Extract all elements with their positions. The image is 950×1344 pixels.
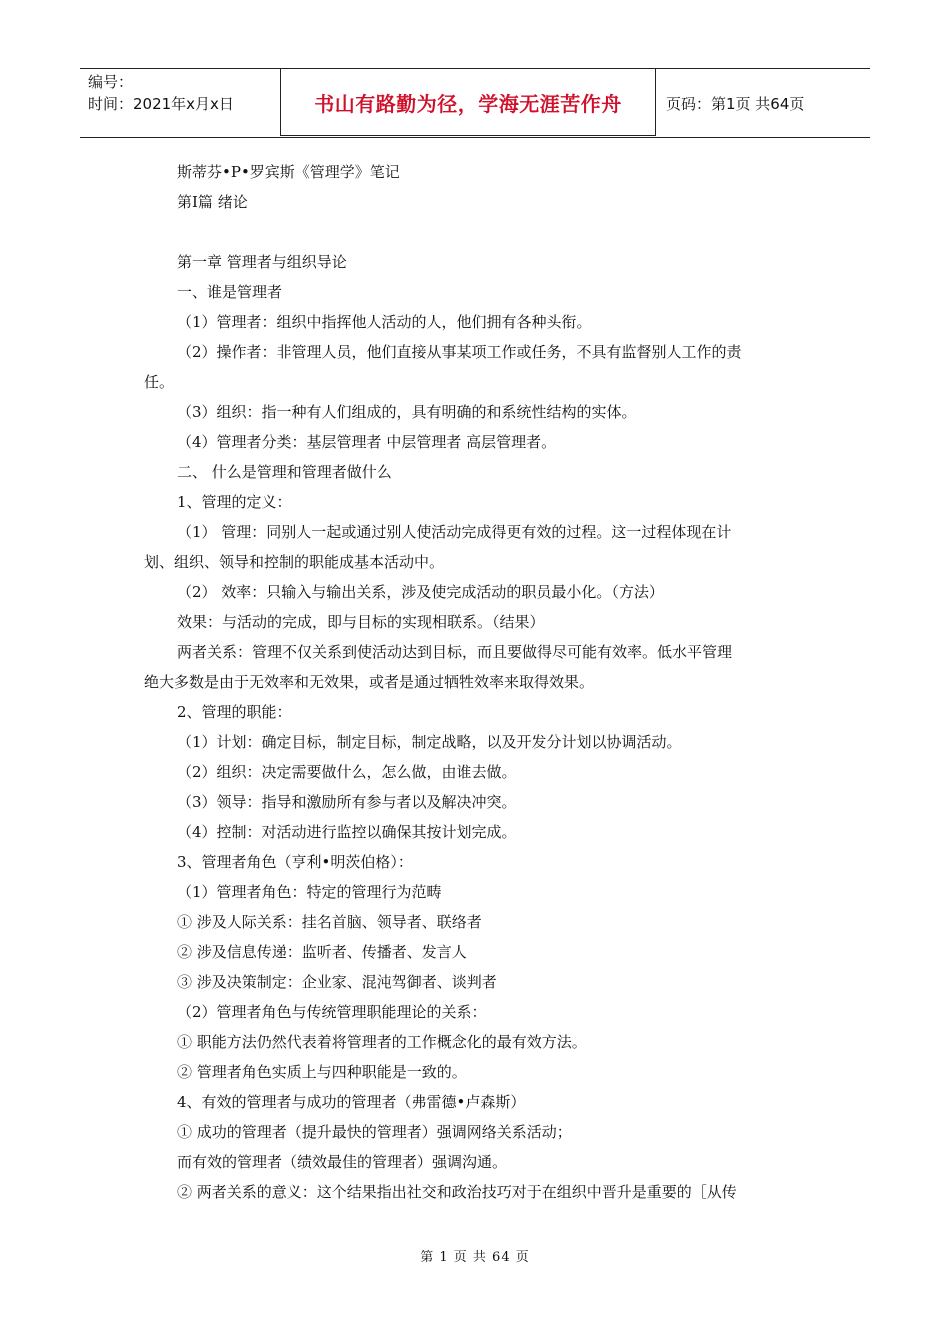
body-line: （2）组织：决定需要做什么，怎么做，由谁去做。 <box>177 763 517 781</box>
page-footer: 第 1 页 共 64 页 <box>420 1250 530 1265</box>
body-line: ③ 涉及决策制定：企业家、混沌驾御者、谈判者 <box>177 973 497 991</box>
header-meta <box>88 71 278 115</box>
body-line: ① 成功的管理者（提升最快的管理者）强调网络关系活动； <box>177 1123 572 1141</box>
body-line: 划、组织、领导和控制的职能成基本活动中。 <box>144 553 445 571</box>
body-line: 2、管理的职能： <box>177 703 292 721</box>
body-line: 4、有效的管理者与成功的管理者（弗雷德•卢森斯） <box>177 1093 526 1111</box>
body-line: （1）管理者角色：特定的管理行为范畴 <box>177 883 442 901</box>
body-line: 两者关系：管理不仅关系到使活动达到目标，而且要做得尽可能有效率。低水平管理 <box>177 643 733 661</box>
body-line: （1）管理者：组织中指挥他人活动的人，他们拥有各种头衔。 <box>177 313 592 331</box>
body-line: （3）领导：指导和激励所有参与者以及解决冲突。 <box>177 793 517 811</box>
chapter-heading: 第一章 管理者与组织导论 <box>177 253 347 271</box>
body-line: （3）组织：指一种有人们组成的，具有明确的和系统性结构的实体。 <box>177 403 637 421</box>
body-line: 1、管理的定义： <box>177 493 292 511</box>
document-body <box>144 157 806 1207</box>
body-line: （4）控制：对活动进行监控以确保其按计划完成。 <box>177 823 517 841</box>
body-line: 二、 什么是管理和管理者做什么 <box>177 463 392 481</box>
body-line: 而有效的管理者（绩效最佳的管理者）强调沟通。 <box>177 1153 508 1171</box>
body-line: ① 职能方法仍然代表着将管理者的工作概念化的最有效方法。 <box>177 1033 587 1051</box>
motto-box <box>280 68 656 136</box>
body-line: 效果：与活动的完成，即与目标的实现相联系。（结果） <box>177 613 545 631</box>
body-line: （4）管理者分类：基层管理者 中层管理者 高层管理者。 <box>177 433 557 451</box>
doc-title: 斯蒂芬•P•罗宾斯《管理学》笔记 <box>177 163 400 181</box>
body-line: 绝大多数是由于无效率和无效果，或者是通过牺牲效率来取得效果。 <box>144 673 595 691</box>
page-info: 页码：第1页 共64页 <box>666 95 805 113</box>
body-line: 3、管理者角色（亨利•明茨伯格）： <box>177 853 413 871</box>
body-line: ① 涉及人际关系：挂名首脑、领导者、联络者 <box>177 913 482 931</box>
body-line: 一、谁是管理者 <box>177 283 283 301</box>
motto-text: 书山有路勤为径，学海无涯苦作舟 <box>314 91 622 116</box>
body-line: ② 两者关系的意义：这个结果指出社交和政治技巧对于在组织中晋升是重要的［从传 <box>177 1183 737 1201</box>
number-label: 编号： <box>88 73 134 91</box>
time-label: 时间：2021年x月x日 <box>88 95 234 113</box>
body-line: （1） 管理：同别人一起或通过别人使活动完成得更有效的过程。这一过程体现在计 <box>177 523 732 541</box>
body-line: ② 管理者角色实质上与四种职能是一致的。 <box>177 1063 467 1081</box>
body-line: （2） 效率：只输入与输出关系，涉及使完成活动的职员最小化。（方法） <box>177 583 664 601</box>
document-header <box>80 68 870 138</box>
body-line: （2）管理者角色与传统管理职能理论的关系： <box>177 1003 487 1021</box>
body-line: 任。 <box>144 373 175 391</box>
spacer <box>144 217 806 247</box>
body-line: （2）操作者：非管理人员，他们直接从事某项工作或任务，不具有监督别人工作的责 <box>177 343 742 361</box>
body-line: ② 涉及信息传递：监听者、传播者、发言人 <box>177 943 467 961</box>
body-line: （1）计划：确定目标，制定目标，制定战略，以及开发分计划以协调活动。 <box>177 733 682 751</box>
part-heading: 第Ⅰ篇 绪论 <box>177 193 248 211</box>
